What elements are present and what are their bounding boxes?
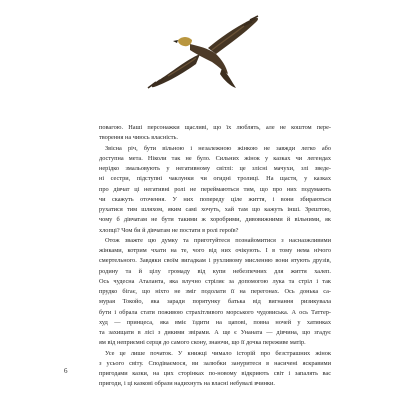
text-line: доступна мета. Ніколи так не було. Сильних жінок у казках чи легендах <box>99 154 331 162</box>
text-line: повагою. Наші персонажки щасливі, що їх люблять, але не коштом пере- <box>99 124 331 131</box>
text-line: з усього світу. Сподіваємося, ви залюбки зануритеся в насичені яскравими <box>99 359 331 367</box>
paragraph <box>99 236 331 349</box>
text-line: жінками, котрим чхати на те, чого від них очікують. І в тому нема нічого <box>99 247 331 254</box>
text-line: бути і обрала стати поживою страхітливого морського чудовиська. А ось Таттер- <box>99 308 331 316</box>
text-line: смертельного. Завдяки своїм вигадкам і рухливому мисленню вони ятують друзів, <box>99 257 331 265</box>
text-line: чи скажуть оточення. У них попереду ціле життя, і вони збираються <box>99 195 331 203</box>
text-line: пригоди, і ці казкові образи надихнуть на власні небувалі вчинки. <box>99 380 275 388</box>
text-line: Усе це лише початок. У книжці чимало історій про безстрашних жінок <box>105 349 331 357</box>
paragraph <box>99 123 331 144</box>
text-line: рухатися тим шляхом, яким самі хочуть, хай там що кажуть інші. Зрештою, <box>99 206 331 213</box>
paragraph <box>99 144 331 236</box>
text-line: прудко бігає, що ніхто не зміг подолати її на перегонах. Ось донька са- <box>99 288 331 295</box>
text-line: чому б дівчатам не бути такими ж хоробрими, дивовижними й вільними, як <box>99 216 331 224</box>
text-line: Звісна річ, бути вільною і незалежною жінкою не завжди легко або <box>105 144 331 152</box>
text-line: Ось чудесна Аталанта, яка влучно стріляє за допомогою лука та стріл і так <box>99 277 331 285</box>
text-line: худ — принцеса, яка вміє їздити на цапові, повна ночей у хатинках <box>99 318 331 326</box>
text-line: пригодами казки, на цих сторінках по-новому відкриють світ і запалять вас <box>99 370 331 377</box>
text-line: Отож зважте цю думку та приготуйтеся познайомитися з насназжливими <box>105 236 331 244</box>
text-line: мурая Токойо, яка заради порятунку батька від вигнання ризикувала <box>99 298 331 306</box>
page-number: 6 <box>64 367 68 375</box>
text-line: творення на чиюсь власність. <box>99 134 178 142</box>
text-line: про дівчат ці негативні ролі не переймаються тим, що про них подумають <box>99 185 331 193</box>
body-text <box>99 123 331 390</box>
text-line: та захищати в лісі з дикими звірами. А ще є Унаната — дівчина, що згадує <box>99 329 331 336</box>
text-line: родину та й цілу громаду від купи небезпечних для життя халеп. <box>99 267 331 275</box>
text-line: ям від неприємні серця до самого скону, знаючи, що її дочка переживе матір. <box>99 339 306 347</box>
eagle-illustration <box>142 14 264 92</box>
eagle-icon <box>142 14 264 92</box>
text-line: хлопці? Чом би й дівчатам не постати в ролі героїв? <box>99 226 239 234</box>
text-line: ні сестри, підступні чаклунки чи огидні тролиці. На щастя, у казках <box>99 175 331 183</box>
text-line: нерідко змальовують у негативному світлі: це злісні мачухи, злі зведе- <box>99 165 331 172</box>
paragraph <box>99 349 331 390</box>
